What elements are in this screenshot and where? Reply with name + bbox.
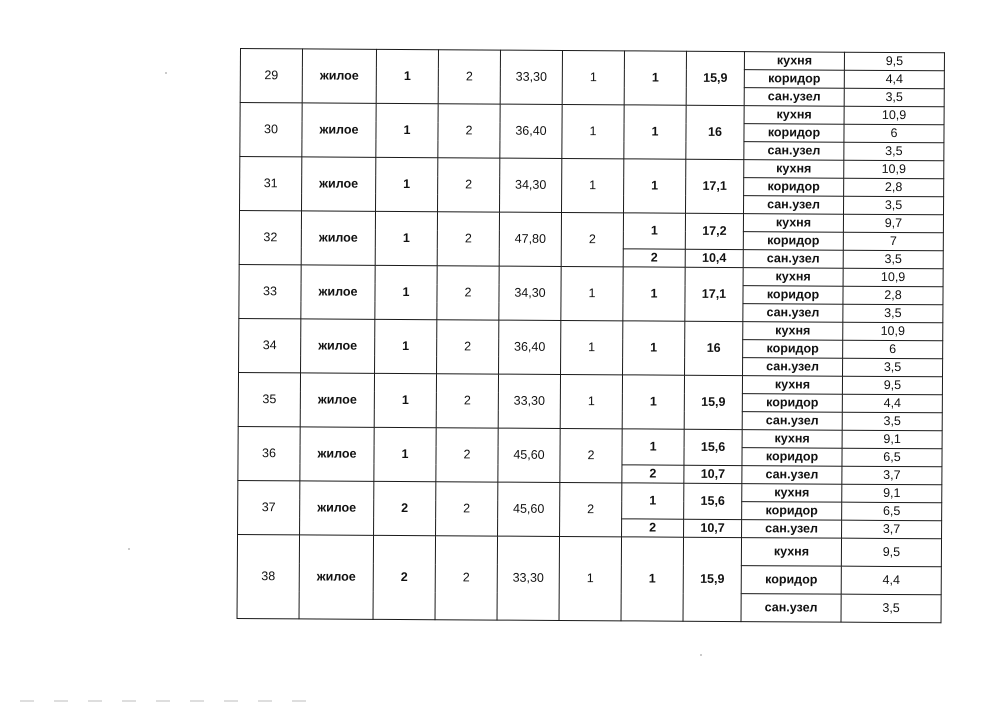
aux-room-area: 6,5 — [842, 502, 942, 521]
table-row — [238, 372, 942, 394]
apartment-number: 37 — [238, 480, 300, 534]
table-row — [238, 426, 942, 448]
aux-room-area: 9,1 — [842, 430, 942, 449]
aux-room-label: сан.узел — [742, 520, 842, 539]
total-area: 36,40 — [500, 104, 562, 158]
table-row — [239, 264, 943, 286]
floor-value: 1 — [376, 157, 438, 211]
apartment-number: 29 — [240, 49, 302, 103]
aux-room-area: 6 — [843, 340, 943, 359]
aux-room-label: коридор — [742, 448, 842, 467]
aux-room-area: 7 — [843, 232, 943, 251]
aux-room-label: коридор — [742, 502, 842, 521]
aux-room-area: 3,7 — [842, 520, 942, 539]
apartment-number: 35 — [238, 372, 300, 426]
aux-room-label: кухня — [742, 484, 842, 503]
premises-type: жилое — [300, 481, 374, 535]
room-number: 1 — [623, 267, 685, 321]
aux-room-area: 10,9 — [843, 322, 943, 341]
aux-room-area: 3,5 — [844, 88, 944, 107]
column-4-value: 2 — [436, 374, 498, 428]
floor-value: 2 — [373, 535, 436, 619]
column-4-value: 2 — [437, 320, 499, 374]
room-area: 15,6 — [684, 429, 742, 465]
apartment-table — [237, 48, 945, 623]
scan-speck — [165, 72, 167, 74]
aux-room-label: кухня — [744, 52, 844, 71]
aux-room-area: 9,5 — [841, 538, 941, 567]
total-area: 45,60 — [498, 482, 560, 536]
floor-value: 1 — [376, 49, 438, 103]
table-row — [237, 534, 941, 566]
aux-room-area: 10,9 — [843, 268, 943, 287]
table-row — [239, 318, 943, 340]
room-count: 1 — [562, 104, 624, 158]
premises-type: жилое — [302, 157, 376, 211]
premises-type: жилое — [302, 49, 376, 103]
table-body — [237, 49, 944, 623]
premises-type: жилое — [299, 535, 374, 619]
aux-room-area: 4,4 — [842, 394, 942, 413]
aux-room-label: коридор — [741, 566, 841, 595]
premises-type: жилое — [301, 265, 375, 319]
room-number: 1 — [623, 213, 685, 249]
room-count: 1 — [562, 158, 624, 212]
table-row — [240, 157, 944, 179]
premises-type: жилое — [300, 427, 374, 481]
apartment-number: 38 — [237, 534, 300, 618]
total-area: 33,30 — [497, 536, 560, 620]
aux-room-label: коридор — [743, 340, 843, 359]
aux-room-area: 3,5 — [842, 412, 942, 431]
aux-room-label: коридор — [743, 232, 843, 251]
aux-room-area: 4,4 — [844, 70, 944, 89]
aux-room-label: кухня — [744, 106, 844, 125]
aux-room-area: 9,7 — [843, 214, 943, 233]
aux-room-area: 9,5 — [842, 376, 942, 395]
premises-type: жилое — [301, 319, 375, 373]
aux-room-label: сан.узел — [744, 88, 844, 107]
floor-value: 1 — [375, 265, 437, 319]
room-area: 10,4 — [685, 249, 743, 267]
total-area: 33,30 — [498, 374, 560, 428]
room-number: 1 — [622, 483, 684, 519]
aux-room-area: 4,4 — [841, 566, 941, 595]
floor-value: 1 — [374, 373, 436, 427]
room-number: 1 — [623, 321, 685, 375]
floor-value: 1 — [374, 427, 436, 481]
room-count: 1 — [560, 374, 622, 428]
total-area: 45,60 — [498, 428, 560, 482]
apartment-number: 36 — [238, 426, 300, 480]
premises-type: жилое — [300, 373, 374, 427]
room-number: 1 — [624, 105, 686, 159]
premises-type: жилое — [302, 103, 376, 157]
column-4-value: 2 — [435, 536, 498, 620]
aux-room-area: 3,5 — [843, 358, 943, 377]
aux-room-label: коридор — [744, 178, 844, 197]
aux-room-label: кухня — [743, 214, 843, 233]
room-count: 2 — [561, 212, 623, 266]
apartment-number: 30 — [240, 103, 302, 157]
apartment-number: 32 — [239, 211, 301, 265]
room-count: 2 — [560, 482, 622, 536]
aux-room-area: 10,9 — [844, 106, 944, 125]
aux-room-area: 6,5 — [842, 448, 942, 467]
floor-value: 1 — [375, 319, 437, 373]
table-row — [238, 480, 942, 502]
room-area: 16 — [686, 105, 744, 159]
column-4-value: 2 — [436, 428, 498, 482]
total-area: 47,80 — [499, 212, 561, 266]
room-number: 1 — [621, 537, 684, 621]
aux-room-label: сан.узел — [743, 304, 843, 323]
apartment-number: 31 — [240, 157, 302, 211]
aux-room-label: сан.узел — [743, 196, 843, 215]
aux-room-area: 3,5 — [844, 142, 944, 161]
room-number: 2 — [622, 519, 684, 537]
room-number: 2 — [622, 465, 684, 483]
aux-room-area: 9,5 — [844, 52, 944, 71]
floor-value: 1 — [376, 103, 438, 157]
room-area: 10,7 — [684, 519, 742, 537]
floor-value: 1 — [375, 211, 437, 265]
aux-room-area: 9,1 — [842, 484, 942, 503]
room-area: 17,2 — [685, 213, 743, 249]
aux-room-label: коридор — [744, 70, 844, 89]
room-number: 1 — [624, 51, 686, 105]
apartment-number: 33 — [239, 264, 301, 318]
room-count: 1 — [562, 50, 624, 104]
column-4-value: 2 — [437, 212, 499, 266]
aux-room-label: сан.узел — [742, 412, 842, 431]
aux-room-label: кухня — [742, 376, 842, 395]
total-area: 34,30 — [499, 266, 561, 320]
document-sheet — [236, 48, 944, 642]
scan-artifact — [20, 700, 320, 702]
room-area: 17,1 — [685, 267, 743, 321]
scan-speck — [700, 654, 702, 656]
aux-room-label: коридор — [744, 124, 844, 143]
aux-room-area: 3,5 — [843, 196, 943, 215]
premises-type: жилое — [301, 211, 375, 265]
aux-room-label: сан.узел — [742, 466, 842, 485]
column-4-value: 2 — [436, 482, 498, 536]
column-4-value: 2 — [438, 50, 500, 104]
column-4-value: 2 — [438, 104, 500, 158]
total-area: 34,30 — [500, 158, 562, 212]
scan-speck — [128, 548, 130, 550]
aux-room-label: сан.узел — [743, 250, 843, 269]
room-count: 2 — [560, 428, 622, 482]
room-area: 17,1 — [685, 159, 743, 213]
room-number: 1 — [622, 375, 684, 429]
aux-room-label: кухня — [743, 268, 843, 287]
room-area: 15,9 — [686, 51, 744, 105]
apartment-number: 34 — [239, 318, 301, 372]
column-4-value: 2 — [438, 158, 500, 212]
column-4-value: 2 — [437, 266, 499, 320]
room-count: 1 — [559, 536, 622, 620]
aux-room-area: 2,8 — [843, 286, 943, 305]
aux-room-label: кухня — [741, 538, 841, 567]
table-row — [240, 49, 944, 71]
aux-room-label: кухня — [743, 322, 843, 341]
aux-room-label: сан.узел — [743, 358, 843, 377]
table-row — [240, 103, 944, 125]
room-area: 16 — [685, 321, 743, 375]
aux-room-area: 3,5 — [841, 594, 941, 623]
room-area: 15,9 — [683, 537, 742, 621]
aux-room-area: 2,8 — [844, 178, 944, 197]
aux-room-label: сан.узел — [741, 594, 841, 623]
aux-room-label: коридор — [743, 286, 843, 305]
aux-room-label: сан.узел — [744, 142, 844, 161]
total-area: 36,40 — [499, 320, 561, 374]
aux-room-area: 6 — [844, 124, 944, 143]
total-area: 33,30 — [500, 50, 562, 104]
room-count: 1 — [561, 320, 623, 374]
room-area: 15,9 — [684, 375, 742, 429]
aux-room-area: 3,7 — [842, 466, 942, 485]
room-count: 1 — [561, 266, 623, 320]
room-area: 15,6 — [684, 483, 742, 519]
aux-room-label: коридор — [742, 394, 842, 413]
floor-value: 2 — [374, 481, 436, 535]
room-number: 2 — [623, 249, 685, 267]
aux-room-label: кухня — [744, 160, 844, 179]
aux-room-area: 3,5 — [843, 250, 943, 269]
room-number: 1 — [622, 429, 684, 465]
room-area: 10,7 — [684, 465, 742, 483]
aux-room-area: 10,9 — [844, 160, 944, 179]
room-number: 1 — [624, 159, 686, 213]
table-row — [239, 211, 943, 233]
aux-room-area: 3,5 — [843, 304, 943, 323]
aux-room-label: кухня — [742, 430, 842, 449]
